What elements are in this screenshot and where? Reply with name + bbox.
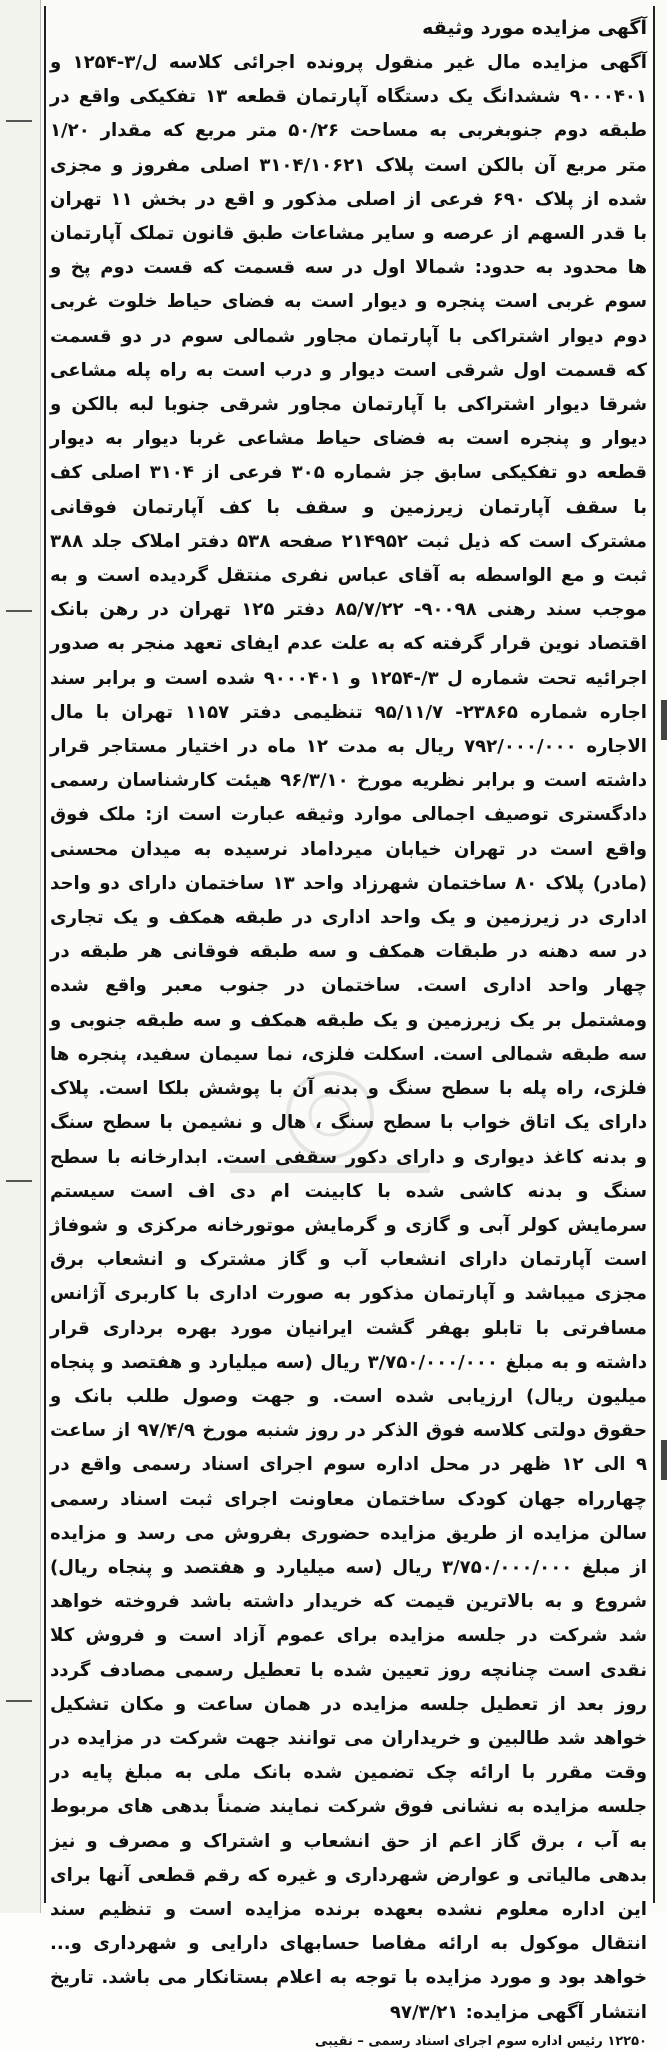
column-rule-mark [6, 1180, 32, 1182]
column-edge-mark [661, 700, 667, 740]
column-rule-mark [6, 1700, 32, 1702]
column-rule-mark [6, 610, 32, 612]
column-edge-mark [661, 1440, 667, 1480]
notice-body: آگهی مزایده مال غیر منقول پرونده اجرائی کلاسه ل/۳-۱۲۵۴ و ۹۰۰۰۴۰۱ ششدانگ یک دستگاه آپارتمان قطعه ۱۳ تفکیکی واقع در طبقه دوم جنوبغربی به مساحت ۵۰/۲۶ متر مربع که مقدار ۱/۲۰ متر مربع آن بالکن است پلاک ۳۱۰۴/۱۰۶۲۱ اصلی مفروز و مجزی شده از پلاک ۶۹۰ فرعی از اصلی مذکور و اقع در بخش ۱۱ تهران با قدر السهم از عرصه و سایر مشاعات طبق قانون تملک آپارتمان ها محدود به حدود: شمالا اول در سه قسمت که قست دوم پخ و سوم غربی است پنجره و دیوار است به فضای حیاط خلوت غربی دوم دیوار اشتراکی با آپارتمان مجاور شمالی سوم در دو قسمت که قسمت اول شرقی است دیوار و درب است به راه پله مشاعی شرقا دیوار اشتراکی با آپارتمان مجاور شرقی جنوبا لبه بالکن و دیوار و پنجره است به فضای حیاط مشاعی غربا دیوار به دیوار قطعه دو تفکیکی سابق جز شماره ۳۰۵ فرعی از ۳۱۰۴ اصلی کف با سقف آپارتمان زیرزمین و سقف با کف آپارتمان فوقانی مشترک است که ذیل ثبت ۲۱۴۹۵۲ صفحه ۵۳۸ دفتر املاک جلد ۳۸۸ ثبت و مع الواسطه به آقای عباس نفری منتقل گردیده است و به موجب سند رهنی ۹۰۰۹۸- ۸۵/۷/۲۲ دفتر ۱۲۵ تهران در رهن بانک اقتصاد نوین قرار گرفته که به علت عدم ایفای تعهد منجر به صدور اجرائیه تحت شماره ل ۳/-۱۲۵۴ و ۹۰۰۰۴۰۱ شده است و برابر سند اجاره شماره ۲۳۸۶۵- ۹۵/۱۱/۷ تنظیمی دفتر ۱۱۵۷ تهران با مال الاجاره ۷۹۲/۰۰۰/۰۰۰ ریال به مدت ۱۲ ماه در اختیار مستاجر قرار داشته است و برابر نظریه مورخ ۹۶/۳/۱۰ هیئت کارشناسان رسمی دادگستری توصیف اجمالی موارد وثیقه عبارت است از: ملک فوق واقع است در تهران خیابان میرداماد نرسیده به میدان محسنی (مادر) پلاک ۸۰ ساختمان شهرزاد واحد ۱۳ ساختمان دارای دو واحد اداری در زیرزمین و یک واحد اداری در طبقه همکف و یک تجاری در سه دهنه در طبقات همکف و سه طبقه فوقانی هر طبقه در چهار واحد اداری است. ساختمان در جنوب معبر واقع شده ومشتمل بر یک زیرزمین و یک طبقه همکف و سه طبقه جنوبی و سه طبقه شمالی است. اسکلت فلزی، نما سیمان سفید، پنجره ها فلزی، راه پله با سطح سنگ و بدنه آن با پوشش بلکا است. پلاک دارای یک اتاق خواب با سطح سنگ ، هال و نشیمن با سطح سنگ و بدنه کاغذ دیواری و دارای دکور سقفی است. ابدارخانه با سطح سنگ و بدنه کاشی شده با کابینت ام دی اف است سیستم سرمایش کولر آبی و گازی و گرمایش موتورخانه مرکزی و شوفاژ است آپارتمان دارای انشعاب آب و گاز مشترک و انشعاب برق مجزی میباشد و آپارتمان مذکور به صورت اداری با کاربری آژانس مسافرتی با تابلو بهفر گشت ایرانیان مورد بهره برداری قرار داشته و به مبلغ ۳/۷۵۰/۰۰۰/۰۰۰ ریال (سه میلیارد و هفتصد و پنجاه میلیون ریال) ارزیابی شده است. و جهت وصول طلب بانک و حقوق دولتی کلاسه فوق الذکر در روز شنبه مورخ ۹۷/۴/۹ از ساعت ۹ الی ۱۲ ظهر در محل اداره سوم اجرای اسناد رسمی واقع در چهارراه جهان کودک ساختمان معاونت اجرای ثبت اسناد رسمی سالن مزایده از طریق مزایده حضوری بفروش می رسد و مزایده از مبلغ ۳/۷۵۰/۰۰۰/۰۰۰ ریال (سه میلیارد و هفتصد و پنجاه ریال) شروع و به بالاترین قیمت که خریدار داشته باشد فروخته خواهد شد شرکت در جلسه مزایده برای عموم آزاد است و فروش کلا نقدی است چنانچه روز تعیین شده با تعطیل رسمی مصادف گردد روز بعد از تعطیل جلسه مزایده در همان ساعت و مکان تشکیل خواهد شد طالبین و خریداران می توانند جهت شرکت در مزایده در وقت مقرر با ارائه چک تضمین شده بانک ملی به مبلغ پایه در جلسه مزایده به نشانی فوق شرکت نمایند ضمناً بدهی های مربوط به آب ، برق گاز اعم از حق انشعاب و اشتراک و مصرف و نیز بدهی مالیاتی و عوارض شهرداری و غیره که رقم قطعی آنها برای این اداره معلوم نشده بعهده برنده مزایده است و تنظیم سند انتقال موکول به ارائه مفاصا حسابهای دارایی و شهرداری و... خواهد بود و مورد مزایده با توجه به اعلام بستانکار می باشد. تاریخ انتشار آگهی مزایده: ۹۷/۳/۲۱ [50, 52, 648, 2023]
column-rule-mark [6, 120, 32, 122]
auction-notice [50, 14, 647, 2052]
notice-title: آگهی مزایده مورد وثیقه [422, 17, 647, 39]
notice-signature: ۱۲۲۵۰ رئیس اداره سوم اجرای اسناد رسمی – نقیبی [314, 2033, 647, 2049]
adjacent-column-edge [0, 0, 41, 1913]
